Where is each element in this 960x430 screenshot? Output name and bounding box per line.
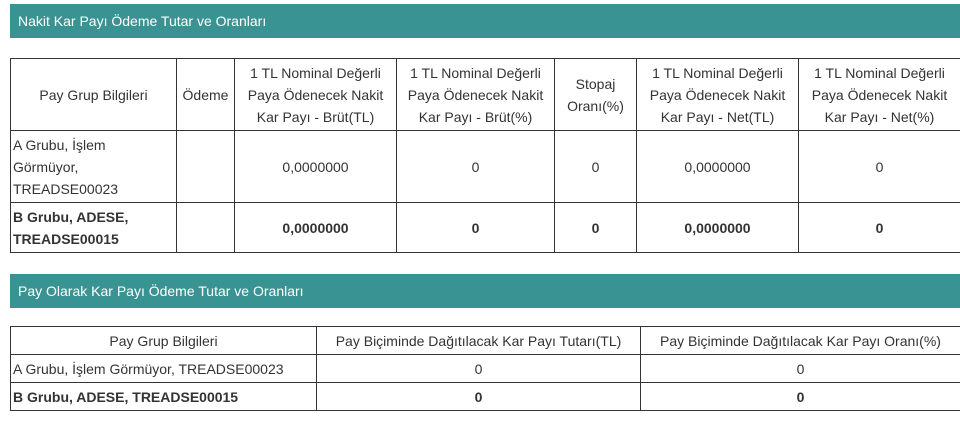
header-stock-dividend-rate: Pay Biçiminde Dağıtılacak Kar Payı Oranı(%) <box>641 327 960 355</box>
table-header-row <box>11 59 960 131</box>
gross-tl-cell: 0,0000000 <box>235 131 397 203</box>
net-percent-cell: 0 <box>799 131 960 203</box>
net-tl-cell: 0,0000000 <box>637 203 799 253</box>
table-row <box>11 131 960 203</box>
gross-tl-cell: 0,0000000 <box>235 203 397 253</box>
header-withholding-rate: Stopaj Oranı(%) <box>555 59 637 131</box>
header-share-group: Pay Grup Bilgileri <box>11 59 177 131</box>
table-row <box>11 355 960 383</box>
table-row <box>11 203 960 253</box>
table-header-row <box>11 327 960 355</box>
header-payment: Ödeme <box>177 59 235 131</box>
header-stock-dividend-amount: Pay Biçiminde Dağıtılacak Kar Payı Tutarı(TL) <box>317 327 641 355</box>
stock-dividend-rate-cell: 0 <box>641 355 960 383</box>
stock-dividend-amount-cell: 0 <box>317 355 641 383</box>
withholding-rate-cell: 0 <box>555 203 637 253</box>
share-group-cell: A Grubu, İşlem Görmüyor, TREADSE00023 <box>11 131 177 203</box>
payment-cell <box>177 203 235 253</box>
net-tl-cell: 0,0000000 <box>637 131 799 203</box>
table-row <box>11 383 960 411</box>
stock-dividend-rate-cell: 0 <box>641 383 960 411</box>
net-percent-cell: 0 <box>799 203 960 253</box>
cash-dividend-section-title: Nakit Kar Payı Ödeme Tutar ve Oranları <box>10 4 960 38</box>
payment-cell <box>177 131 235 203</box>
header-gross-tl: 1 TL Nominal Değerli Paya Ödenecek Nakit Kar Payı - Brüt(TL) <box>235 59 397 131</box>
gross-percent-cell: 0 <box>397 203 555 253</box>
stock-dividend-amount-cell: 0 <box>317 383 641 411</box>
stock-dividend-table <box>10 326 960 411</box>
share-group-cell: B Grubu, ADESE, TREADSE00015 <box>11 383 317 411</box>
header-share-group: Pay Grup Bilgileri <box>11 327 317 355</box>
header-net-tl: 1 TL Nominal Değerli Paya Ödenecek Nakit Kar Payı - Net(TL) <box>637 59 799 131</box>
share-group-cell: A Grubu, İşlem Görmüyor, TREADSE00023 <box>11 355 317 383</box>
withholding-rate-cell: 0 <box>555 131 637 203</box>
header-gross-percent: 1 TL Nominal Değerli Paya Ödenecek Nakit Kar Payı - Brüt(%) <box>397 59 555 131</box>
gross-percent-cell: 0 <box>397 131 555 203</box>
stock-dividend-section-title: Pay Olarak Kar Payı Ödeme Tutar ve Oranları <box>10 274 960 308</box>
cash-dividend-table <box>10 58 960 253</box>
share-group-cell: B Grubu, ADESE, TREADSE00015 <box>11 203 177 253</box>
header-net-percent: 1 TL Nominal Değerli Paya Ödenecek Nakit Kar Payı - Net(%) <box>799 59 960 131</box>
